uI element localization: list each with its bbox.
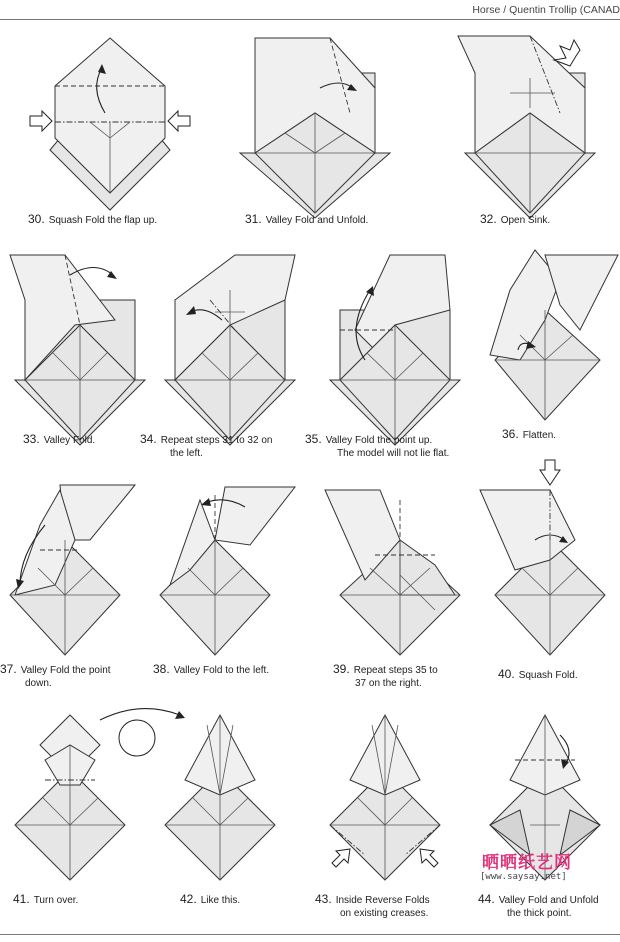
step-number: 30. — [28, 212, 45, 226]
step-31-diagram — [225, 28, 425, 228]
step-40 — [480, 485, 620, 705]
step-38-diagram — [150, 485, 350, 685]
step-32-diagram — [430, 28, 620, 228]
step-text: Like this. — [200, 895, 241, 906]
step-text: Repeat steps 35 to — [353, 665, 438, 676]
header-author: Quentin Trollip (CANAD — [509, 4, 620, 16]
watermark-logo: 晒晒纸艺网 — [482, 853, 572, 872]
step-text-2: the left. — [170, 448, 203, 459]
step-number: 43. — [315, 892, 332, 906]
step-36 — [470, 250, 620, 470]
watermark — [480, 848, 610, 888]
step-number: 41. — [13, 892, 30, 906]
step-text-2: 37 on the right. — [355, 678, 422, 689]
step-text-2: on existing creases. — [340, 908, 429, 919]
step-text: Inside Reverse Folds — [335, 895, 430, 906]
step-31 — [225, 28, 425, 248]
step-text: Valley Fold. — [43, 435, 96, 446]
step-36-diagram — [470, 250, 620, 450]
step-number: 31. — [245, 212, 262, 226]
step-text-2: down. — [25, 678, 52, 689]
step-number: 40. — [498, 667, 515, 681]
header-model: Horse — [472, 4, 501, 16]
step-text-2: the thick point. — [507, 908, 572, 919]
step-number: 38. — [153, 662, 170, 676]
footer-rule — [0, 934, 620, 935]
step-text: Flatten. — [522, 430, 557, 441]
step-30-diagram — [20, 28, 220, 228]
header-separator: / — [503, 4, 507, 16]
step-44 — [475, 715, 620, 935]
step-number: 36. — [502, 427, 519, 441]
step-30 — [20, 28, 220, 248]
watermark-url: [www.saysay.net] — [480, 872, 567, 882]
step-text: Open Sink. — [500, 215, 551, 226]
step-number: 42. — [180, 892, 197, 906]
header-rule — [0, 19, 620, 20]
step-text: Valley Fold and Unfold — [498, 895, 599, 906]
step-number: 34. — [140, 432, 157, 446]
step-number: 33. — [23, 432, 40, 446]
step-text: Valley Fold the point up. — [325, 435, 433, 446]
step-number: 37. — [0, 662, 17, 676]
step-text: Repeat steps 31 to 32 on — [160, 435, 273, 446]
step-40-diagram — [480, 485, 620, 685]
page-header — [420, 4, 620, 16]
step-32 — [430, 28, 620, 248]
step-number: 39. — [333, 662, 350, 676]
step-text: Valley Fold the point — [20, 665, 111, 676]
step-36-caption — [502, 428, 620, 442]
step-44-caption — [478, 893, 620, 920]
step-text: Valley Fold and Unfold. — [265, 215, 369, 226]
step-38 — [150, 485, 350, 705]
step-text: Valley Fold to the left. — [173, 665, 270, 676]
step-text-2: The model will not lie flat. — [337, 448, 450, 459]
step-text: Turn over. — [33, 895, 79, 906]
step-text: Squash Fold the flap up. — [48, 215, 158, 226]
step-32-caption — [480, 213, 620, 227]
step-30-caption — [28, 213, 238, 227]
step-text: Squash Fold. — [518, 670, 578, 681]
step-31-caption — [245, 213, 455, 227]
step-40-caption — [498, 668, 620, 682]
step-number: 35. — [305, 432, 322, 446]
step-number: 32. — [480, 212, 497, 226]
step-number: 44. — [478, 892, 495, 906]
